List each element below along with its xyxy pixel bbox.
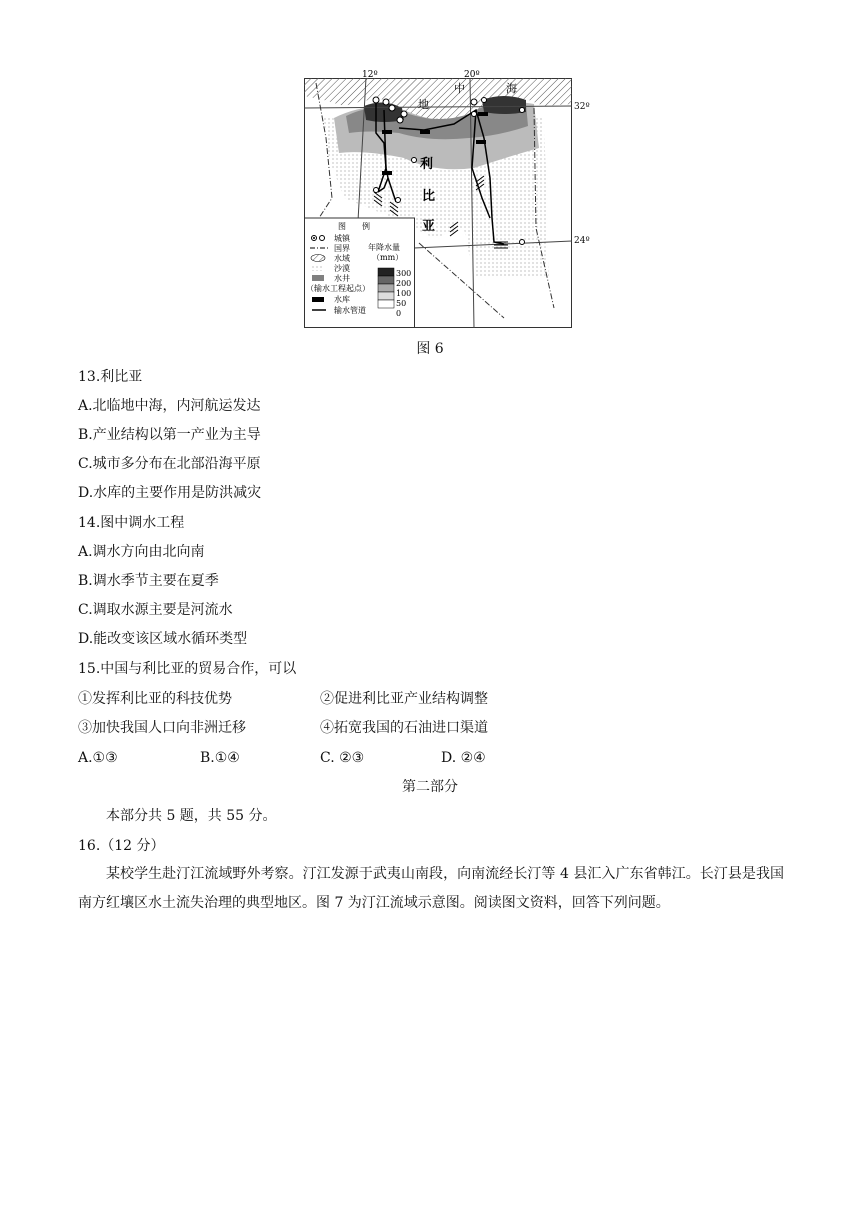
q13-option-d: D.水库的主要作用是防洪减灾 (78, 485, 262, 501)
map-label-country-2: 比 (422, 189, 436, 204)
q13-option-a: A.北临地中海，内河航运发达 (78, 398, 261, 414)
legend-reservoir: 水库 (334, 295, 350, 304)
legend-well: 水井 (334, 274, 350, 283)
q16-paragraph: 某校学生赴汀江流域野外考察。汀江发源于武夷山南段，向南流经长汀等 4 县汇入广东省韩江。长汀县是我国南方红壤区水土流失治理的典型地区。图 7 为汀江流域示意图。阅读图文资料，回答下列问题。 (78, 866, 784, 911)
legend-rain-tick-100: 100 (396, 289, 412, 298)
reservoir (420, 130, 430, 134)
q13-stem: 13.利比亚 (78, 369, 143, 385)
q14-stem: 14.图中调水工程 (78, 515, 185, 531)
q16-heading: 16.（12 分） (78, 838, 165, 854)
legend-rain-tick-0: 0 (396, 309, 402, 318)
legend-rain-tick-50: 50 (396, 299, 407, 308)
q15-choice-c: C. ②③ (320, 750, 365, 766)
legend-border: 国界 (334, 244, 350, 253)
q14-option-d: D.能改变该区域水循环类型 (78, 631, 248, 647)
lat-label-32: 32º (574, 102, 590, 112)
legend-pipeline: 输水管道 (334, 306, 366, 315)
map-label-sea-1: 地 (418, 98, 429, 111)
part2-intro: 本部分共 5 题，共 55 分。 (106, 808, 277, 824)
legend-title: 图 例 (338, 222, 370, 231)
libya-map-figure (304, 70, 572, 328)
map-label-country-3: 亚 (422, 219, 436, 234)
lon-label-12: 12º (362, 70, 378, 80)
q14-option-c: C.调取水源主要是河流水 (78, 602, 233, 618)
legend-rain-tick-200: 200 (396, 279, 412, 288)
legend-town: 城镇 (334, 234, 350, 243)
legend-rain-tick-300: 300 (396, 269, 412, 278)
reservoir (382, 171, 392, 175)
legend-rain-title: 年降水量 (368, 243, 400, 252)
reservoir (382, 130, 392, 134)
q15-choice-d: D. ②④ (441, 750, 486, 766)
q15-statement-1: ①发挥利比亚的科技优势 (78, 691, 232, 707)
map-label-country-1: 利 (420, 157, 434, 172)
legend-water: 水域 (334, 254, 350, 263)
q15-choice-a: A.①③ (78, 750, 118, 766)
q14-option-b: B.调水季节主要在夏季 (78, 573, 219, 589)
map-label-sea-3: 海 (506, 82, 517, 95)
q15-statement-2: ②促进利比亚产业结构调整 (320, 691, 488, 707)
q15-statement-4: ④拓宽我国的石油进口渠道 (320, 720, 488, 736)
map-label-sea-2: 中 (454, 82, 465, 95)
lat-label-24: 24º (574, 236, 590, 246)
q15-choice-b: B.①④ (200, 750, 240, 766)
legend-desert: 沙漠 (334, 264, 350, 273)
q15-stem: 15.中国与利比亚的贸易合作，可以 (78, 661, 297, 677)
q13-option-b: B.产业结构以第一产业为主导 (78, 427, 261, 443)
reservoir (476, 140, 486, 144)
legend-well-note: （输水工程起点） (306, 284, 370, 293)
part2-heading: 第二部分 (402, 779, 458, 795)
figure-caption: 图 6 (416, 341, 444, 357)
q14-option-a: A.调水方向由北向南 (78, 544, 205, 560)
q13-option-c: C.城市多分布在北部沿海平原 (78, 456, 261, 472)
q15-statement-3: ③加快我国人口向非洲迁移 (78, 720, 246, 736)
libya-map-svg (304, 70, 572, 328)
legend-rain-unit: （mm） (372, 253, 404, 262)
reservoir (478, 112, 488, 116)
lon-label-20: 20º (464, 70, 480, 80)
